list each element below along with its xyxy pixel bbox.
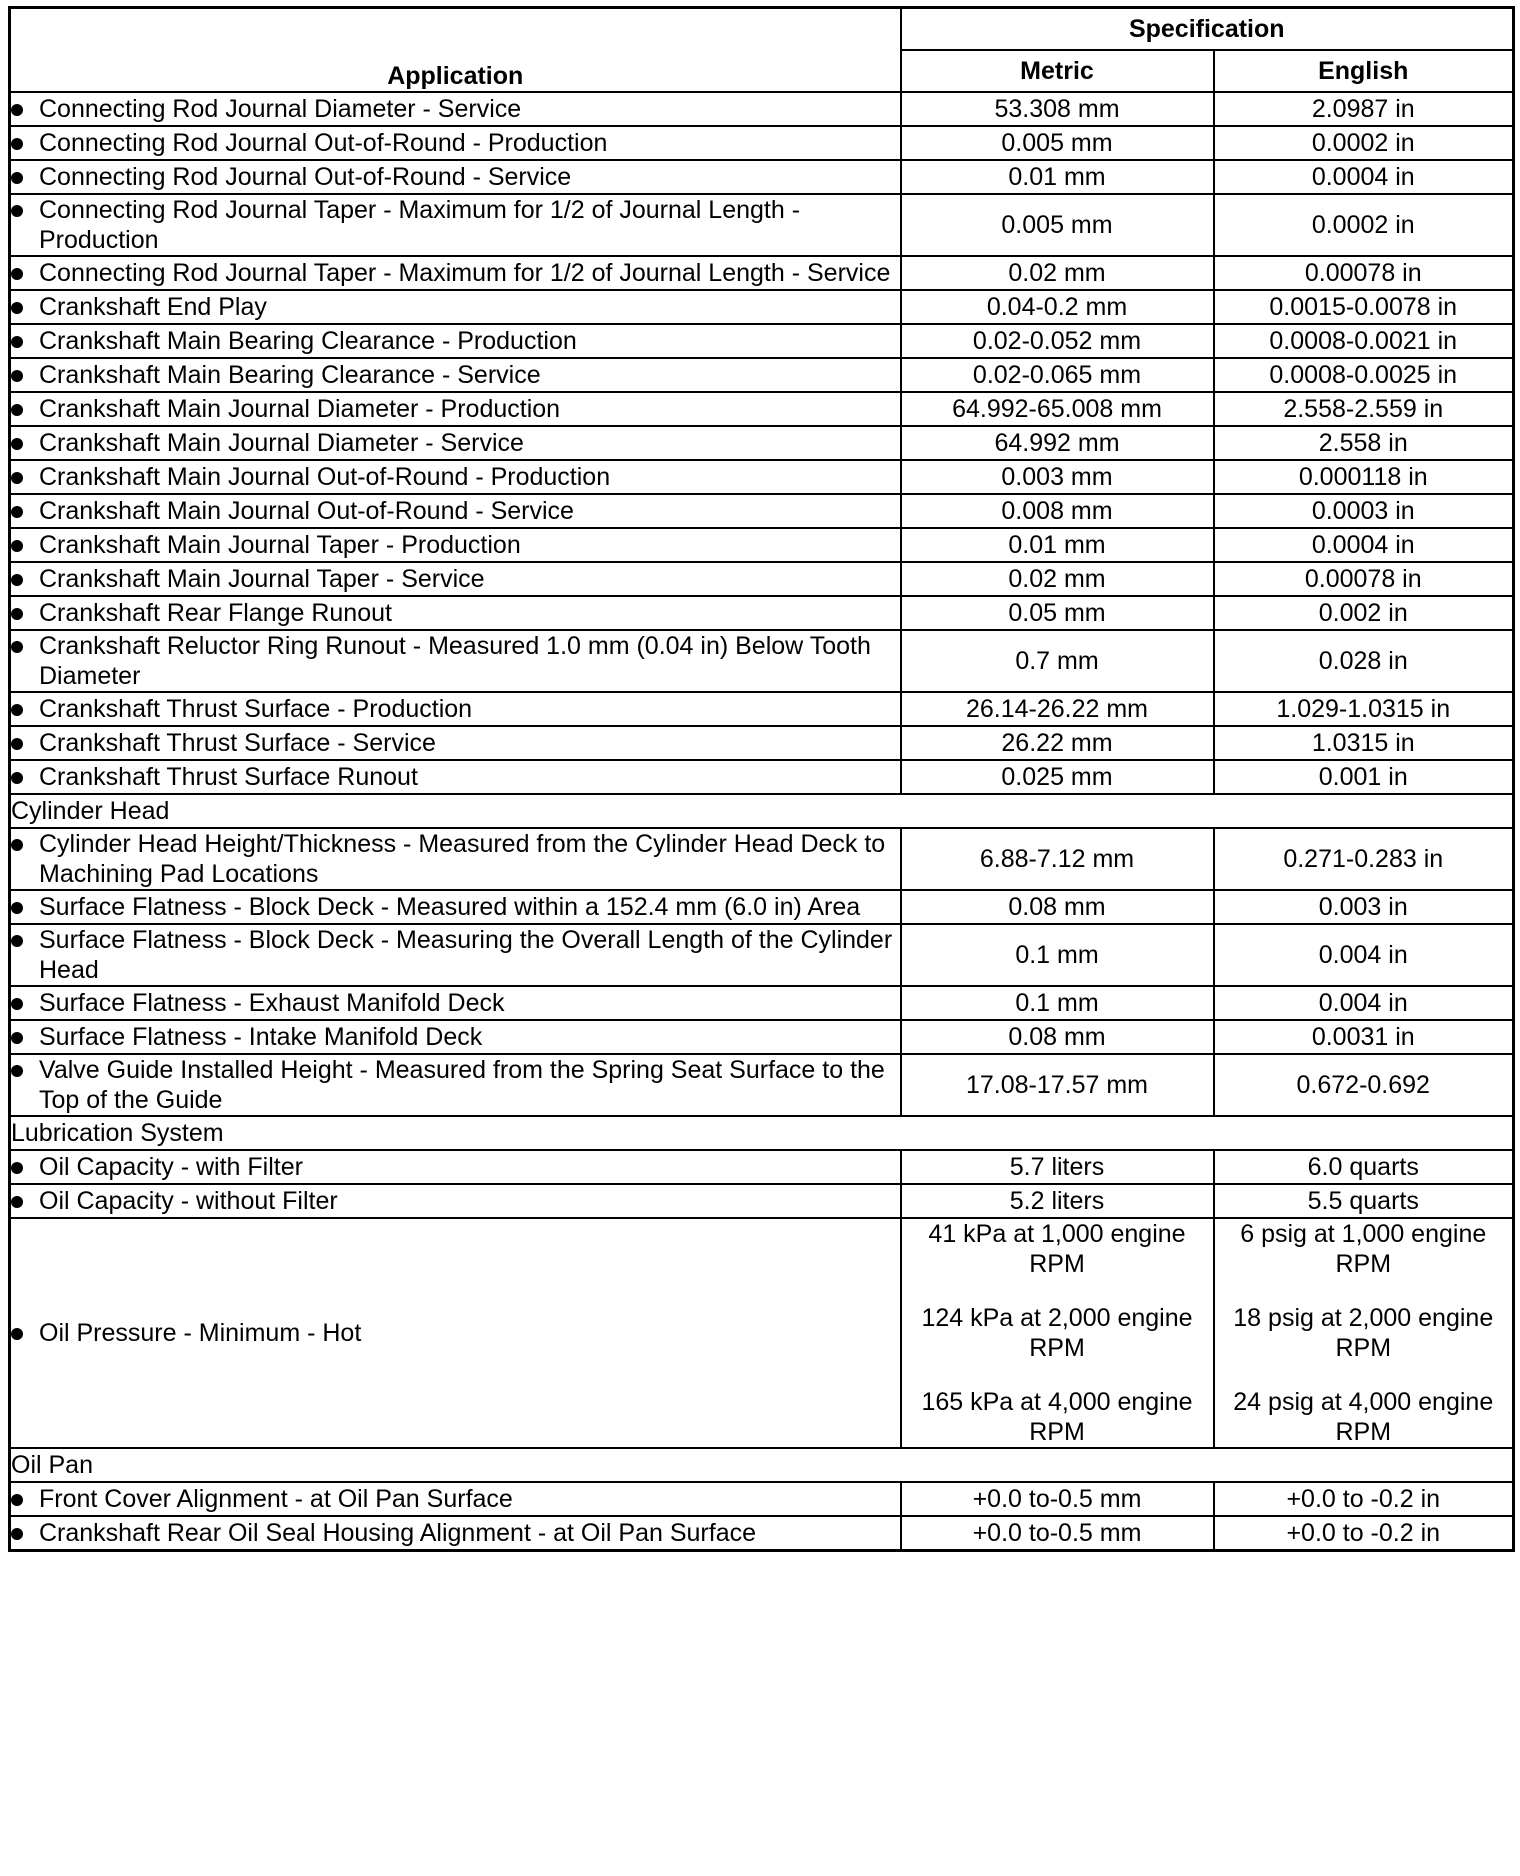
bullet-icon xyxy=(11,336,23,348)
metric-value: +0.0 to-0.5 mm xyxy=(901,1482,1214,1516)
application-text: Crankshaft Main Journal Out-of-Round - Production xyxy=(39,463,611,491)
bullet-icon xyxy=(11,138,23,150)
section-row-cylinder-head xyxy=(10,794,1514,828)
specification-table xyxy=(8,6,1515,1552)
table-row xyxy=(10,460,1514,494)
bullet-icon xyxy=(11,641,23,653)
english-value: 5.5 quarts xyxy=(1214,1184,1514,1218)
metric-value: 0.08 mm xyxy=(901,1020,1214,1054)
metric-value xyxy=(901,1218,1214,1448)
english-value: 0.000118 in xyxy=(1214,460,1514,494)
table-row xyxy=(10,924,1514,986)
oil-pressure-english-line: 6 psig at 1,000 engine RPM xyxy=(1240,1220,1487,1278)
application-text: Crankshaft Rear Oil Seal Housing Alignment - at Oil Pan Surface xyxy=(39,1519,757,1547)
bullet-icon xyxy=(11,839,23,851)
bullet-icon xyxy=(11,738,23,750)
english-value: 0.004 in xyxy=(1214,986,1514,1020)
english-value: 0.003 in xyxy=(1214,890,1514,924)
application-text: Front Cover Alignment - at Oil Pan Surface xyxy=(39,1485,513,1513)
metric-value: 0.02-0.052 mm xyxy=(901,324,1214,358)
application-text: Connecting Rod Journal Taper - Maximum for 1/2 of Journal Length - Service xyxy=(39,259,891,287)
spec-table-container xyxy=(8,6,1512,1552)
application-text: Surface Flatness - Block Deck - Measured within a 152.4 mm (6.0 in) Area xyxy=(39,893,861,921)
table-row xyxy=(10,92,1514,126)
application-text: Crankshaft Main Journal Taper - Production xyxy=(39,531,521,559)
english-value: 0.672-0.692 xyxy=(1214,1054,1514,1116)
table-row xyxy=(10,426,1514,460)
metric-header: Metric xyxy=(901,50,1214,92)
table-row xyxy=(10,256,1514,290)
english-value: 0.271-0.283 in xyxy=(1214,828,1514,890)
bullet-icon xyxy=(11,1328,23,1340)
metric-value: 26.14-26.22 mm xyxy=(901,692,1214,726)
bullet-icon xyxy=(11,1528,23,1540)
english-value: 0.0008-0.0025 in xyxy=(1214,358,1514,392)
metric-value: 0.04-0.2 mm xyxy=(901,290,1214,324)
application-text: Crankshaft Main Bearing Clearance - Service xyxy=(39,361,541,389)
english-value xyxy=(1214,1218,1514,1448)
english-value: 0.0008-0.0021 in xyxy=(1214,324,1514,358)
english-value: 0.0004 in xyxy=(1214,160,1514,194)
application-text: Oil Pressure - Minimum - Hot xyxy=(39,1319,362,1347)
bullet-icon xyxy=(11,172,23,184)
table-row xyxy=(10,726,1514,760)
english-value: 0.00078 in xyxy=(1214,562,1514,596)
bullet-icon xyxy=(11,1494,23,1506)
application-text: Crankshaft Thrust Surface - Production xyxy=(39,695,473,723)
bullet-icon xyxy=(11,1196,23,1208)
table-row xyxy=(10,1054,1514,1116)
bullet-icon xyxy=(11,302,23,314)
metric-value: 0.1 mm xyxy=(901,986,1214,1020)
bullet-icon xyxy=(11,104,23,116)
table-row xyxy=(10,528,1514,562)
english-value: 6.0 quarts xyxy=(1214,1150,1514,1184)
bullet-icon xyxy=(11,1032,23,1044)
application-text: Crankshaft Thrust Surface Runout xyxy=(39,763,418,791)
english-value: 0.0002 in xyxy=(1214,194,1514,256)
table-row xyxy=(10,692,1514,726)
metric-value: 0.025 mm xyxy=(901,760,1214,794)
metric-value: 53.308 mm xyxy=(901,92,1214,126)
table-row xyxy=(10,1150,1514,1184)
application-text: Surface Flatness - Exhaust Manifold Deck xyxy=(39,989,505,1017)
metric-value: 0.01 mm xyxy=(901,528,1214,562)
english-value: 2.558 in xyxy=(1214,426,1514,460)
bullet-icon xyxy=(11,370,23,382)
table-row xyxy=(10,494,1514,528)
section-title: Cylinder Head xyxy=(10,794,1514,828)
bullet-icon xyxy=(11,540,23,552)
application-text: Crankshaft Main Journal Taper - Service xyxy=(39,565,485,593)
table-row xyxy=(10,1516,1514,1551)
metric-value: 6.88-7.12 mm xyxy=(901,828,1214,890)
bullet-icon xyxy=(11,438,23,450)
bullet-icon xyxy=(11,506,23,518)
metric-value: 64.992-65.008 mm xyxy=(901,392,1214,426)
oil-pressure-metric-line: 41 kPa at 1,000 engine RPM xyxy=(928,1220,1186,1278)
application-text: Crankshaft End Play xyxy=(39,293,267,321)
section-title: Lubrication System xyxy=(10,1116,1514,1150)
english-value: +0.0 to -0.2 in xyxy=(1214,1516,1514,1551)
bullet-icon xyxy=(11,608,23,620)
metric-value: 0.7 mm xyxy=(901,630,1214,692)
application-text: Crankshaft Thrust Surface - Service xyxy=(39,729,436,757)
application-text: Surface Flatness - Block Deck - Measuring the Overall Length of the Cylinder Head xyxy=(39,926,893,984)
table-row xyxy=(10,160,1514,194)
english-value: 0.002 in xyxy=(1214,596,1514,630)
application-text: Connecting Rod Journal Out-of-Round - Production xyxy=(39,129,608,157)
metric-value: 26.22 mm xyxy=(901,726,1214,760)
bullet-icon xyxy=(11,998,23,1010)
metric-value: 0.005 mm xyxy=(901,194,1214,256)
metric-value: 0.003 mm xyxy=(901,460,1214,494)
table-row xyxy=(10,760,1514,794)
metric-value: 0.05 mm xyxy=(901,596,1214,630)
table-row xyxy=(10,1020,1514,1054)
application-text: Valve Guide Installed Height - Measured from the Spring Seat Surface to the Top of the Guide xyxy=(39,1056,885,1114)
table-row xyxy=(10,392,1514,426)
table-row xyxy=(10,1184,1514,1218)
table-row xyxy=(10,290,1514,324)
english-value: 1.029-1.0315 in xyxy=(1214,692,1514,726)
table-row xyxy=(10,630,1514,692)
bullet-icon xyxy=(11,1162,23,1174)
metric-value: 0.02 mm xyxy=(901,256,1214,290)
english-value: 0.0031 in xyxy=(1214,1020,1514,1054)
application-header: Application xyxy=(10,8,901,93)
english-value: 0.0002 in xyxy=(1214,126,1514,160)
section-title: Oil Pan xyxy=(10,1448,1514,1482)
table-row xyxy=(10,1482,1514,1516)
oil-pressure-metric-line: 165 kPa at 4,000 engine RPM xyxy=(921,1388,1193,1446)
bullet-icon xyxy=(11,268,23,280)
table-row xyxy=(10,986,1514,1020)
application-text: Crankshaft Reluctor Ring Runout - Measured 1.0 mm (0.04 in) Below Tooth Diameter xyxy=(39,632,871,690)
application-text: Crankshaft Main Journal Diameter - Service xyxy=(39,429,524,457)
metric-value: 64.992 mm xyxy=(901,426,1214,460)
application-text: Connecting Rod Journal Out-of-Round - Service xyxy=(39,163,572,191)
english-value: 0.0015-0.0078 in xyxy=(1214,290,1514,324)
table-row xyxy=(10,126,1514,160)
metric-value: 0.02 mm xyxy=(901,562,1214,596)
application-text: Crankshaft Main Bearing Clearance - Production xyxy=(39,327,577,355)
english-value: 0.028 in xyxy=(1214,630,1514,692)
metric-value: 17.08-17.57 mm xyxy=(901,1054,1214,1116)
bullet-icon xyxy=(11,902,23,914)
bullet-icon xyxy=(11,404,23,416)
metric-value: 0.008 mm xyxy=(901,494,1214,528)
application-text: Cylinder Head Height/Thickness - Measured from the Cylinder Head Deck to Machining Pad Locations xyxy=(39,830,886,888)
metric-value: 0.005 mm xyxy=(901,126,1214,160)
table-row xyxy=(10,324,1514,358)
metric-value: 0.1 mm xyxy=(901,924,1214,986)
specification-header: Specification xyxy=(901,8,1514,51)
english-value: 2.0987 in xyxy=(1214,92,1514,126)
bullet-icon xyxy=(11,704,23,716)
bullet-icon xyxy=(11,574,23,586)
table-row xyxy=(10,194,1514,256)
metric-value: 0.02-0.065 mm xyxy=(901,358,1214,392)
oil-pressure-metric-line: 124 kPa at 2,000 engine RPM xyxy=(921,1304,1193,1362)
table-row xyxy=(10,562,1514,596)
english-value: 0.004 in xyxy=(1214,924,1514,986)
section-row-oil-pan xyxy=(10,1448,1514,1482)
oil-pressure-english-line: 18 psig at 2,000 engine RPM xyxy=(1233,1304,1494,1362)
application-text: Connecting Rod Journal Taper - Maximum for 1/2 of Journal Length - Production xyxy=(39,196,801,254)
table-row xyxy=(10,890,1514,924)
english-value: 1.0315 in xyxy=(1214,726,1514,760)
section-row-lubrication-system xyxy=(10,1116,1514,1150)
bullet-icon xyxy=(11,772,23,784)
application-text: Crankshaft Main Journal Diameter - Production xyxy=(39,395,561,423)
metric-value: 0.08 mm xyxy=(901,890,1214,924)
table-row xyxy=(10,596,1514,630)
application-text: Oil Capacity - without Filter xyxy=(39,1187,338,1215)
metric-value: 5.7 liters xyxy=(901,1150,1214,1184)
english-header: English xyxy=(1214,50,1514,92)
metric-value: 5.2 liters xyxy=(901,1184,1214,1218)
english-value: 0.0003 in xyxy=(1214,494,1514,528)
application-text: Connecting Rod Journal Diameter - Service xyxy=(39,95,522,123)
bullet-icon xyxy=(11,472,23,484)
application-text: Oil Capacity - with Filter xyxy=(39,1153,303,1181)
bullet-icon xyxy=(11,935,23,947)
application-text: Crankshaft Main Journal Out-of-Round - Service xyxy=(39,497,574,525)
metric-value: 0.01 mm xyxy=(901,160,1214,194)
table-row xyxy=(10,828,1514,890)
metric-value: +0.0 to-0.5 mm xyxy=(901,1516,1214,1551)
english-value: 0.00078 in xyxy=(1214,256,1514,290)
table-row xyxy=(10,358,1514,392)
english-value: 2.558-2.559 in xyxy=(1214,392,1514,426)
english-value: 0.001 in xyxy=(1214,760,1514,794)
english-value: 0.0004 in xyxy=(1214,528,1514,562)
bullet-icon xyxy=(11,1065,23,1077)
english-value: +0.0 to -0.2 in xyxy=(1214,1482,1514,1516)
application-text: Crankshaft Rear Flange Runout xyxy=(39,599,392,627)
oil-pressure-english-line: 24 psig at 4,000 engine RPM xyxy=(1233,1388,1494,1446)
bullet-icon xyxy=(11,205,23,217)
application-text: Surface Flatness - Intake Manifold Deck xyxy=(39,1023,483,1051)
table-row-oil-pressure xyxy=(10,1218,1514,1448)
